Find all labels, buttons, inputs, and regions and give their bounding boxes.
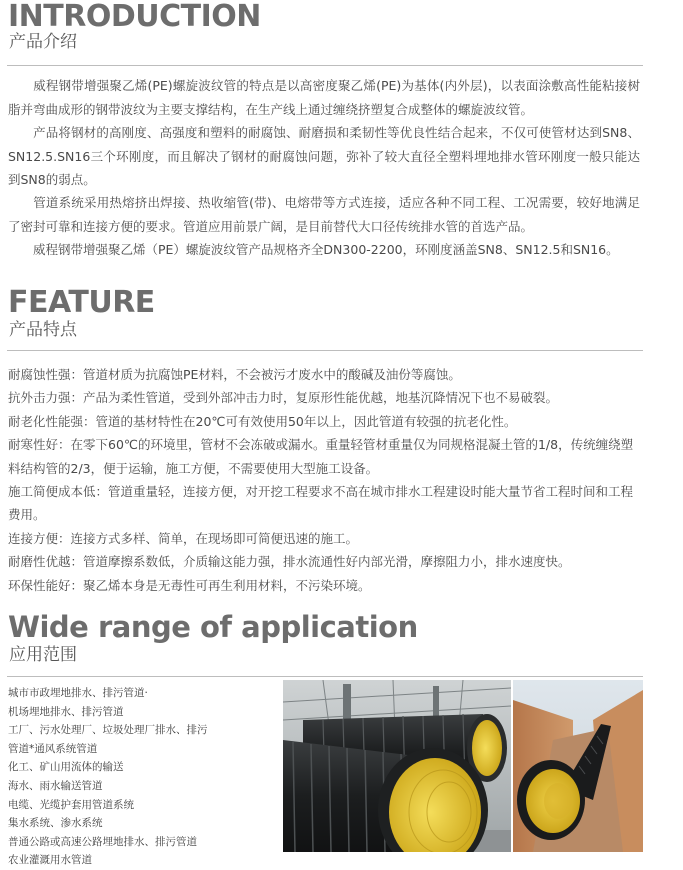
intro-paragraph-4: 威程钢带增强聚乙烯（PE）螺旋波纹管产品规格齐全DN300-2200，环刚度涵盖SN8、SN12.5和SN16。 (33, 242, 619, 257)
intro-divider (7, 65, 643, 66)
application-item: 管道*通风系统管道 (8, 742, 98, 755)
feature-subtitle: 产品特点 (9, 320, 77, 340)
feature-item: 耐老化性能强：管道的基材特性在20℃可有效使用50年以上，因此管道有较强的抗老化性。 (8, 413, 517, 429)
application-list (8, 684, 280, 870)
feature-list (8, 363, 644, 597)
application-item: 普通公路或高速公路埋地排水、排污管道 (8, 835, 197, 848)
application-item: 电缆、光缆护套用管道系统 (8, 798, 134, 811)
intro-subtitle: 产品介绍 (9, 32, 77, 52)
application-divider (7, 676, 643, 677)
feature-item: 抗外击力强：产品为柔性管道，受到外部冲击力时，复原形性能优越，地基沉降情况下也不易破裂。 (8, 390, 559, 406)
application-item: 工厂、污水处理厂、垃圾处理厂排水、排污 (8, 724, 208, 737)
application-item: 城市市政埋地排水、排污管道· (8, 687, 148, 699)
feature-item: 连接方便：连接方式多样、简单，在现场即可简便迅速的施工。 (8, 530, 359, 546)
intro-paragraph-1: 威程钢带增强聚乙烯(PE)螺旋波纹管的特点是以高密度聚乙烯(PE)为基体(内外层)，以表面涂敷高性能粘接树脂并弯曲成形的钢带波纹为主要支撑结构，在生产线上通过缠绕挤塑复合成整体的螺旋波纹管。 (8, 78, 640, 117)
feature-item: 耐寒性好：在零下60℃的环境里，管材不会冻破或漏水。重量轻管材重量仅为同规格混凝土管的1/8，传统缠绕塑料结构管的2/3，便于运输，施工方便，不需要使用大型施工设备。 (8, 437, 634, 476)
application-title: Wide range of application (8, 610, 418, 644)
application-item: 海水、雨水输送管道 (8, 779, 103, 792)
feature-title: FEATURE (8, 285, 155, 320)
intro-paragraph-2: 产品将钢材的高刚度、高强度和塑料的耐腐蚀、耐磨损和柔韧性等优良性结合起来，不仅可使管材达到SN8、SN12.5.SN16三个环刚度，而且解决了钢材的耐腐蚀问题，弥补了较大直径全塑料埋地排水管环刚度一般只能达到SN8的弱点。 (8, 125, 640, 188)
factory-pipes-photo (283, 680, 511, 852)
application-item: 机场埋地排水、排污管道 (8, 705, 124, 718)
application-item: 农业灌溉用水管道 (8, 854, 92, 867)
intro-paragraph-3: 管道系统采用热熔挤出焊接、热收缩管(带)、电熔带等方式连接，适应各种不同工程、工况需要，较好地满足了密封可靠和连接方便的要求。管道应用前景广阔，是目前替代大口径传统排水管的首选产品。 (8, 195, 640, 234)
feature-item: 施工简便成本低：管道重量轻，连接方便，对开挖工程要求不高在城市排水工程建设时能大量节省工程时间和工程费用。 (8, 484, 634, 523)
trench-pipe-photo (513, 680, 643, 852)
intro-title: INTRODUCTION (8, 0, 261, 34)
application-item: 集水系统、渗水系统 (8, 817, 103, 830)
application-item: 化工、矿山用流体的输送 (8, 761, 124, 774)
application-subtitle: 应用范围 (9, 645, 77, 665)
feature-item: 耐腐蚀性强：管道材质为抗腐蚀PE材料，不会被污才废水中的酸碱及油份等腐蚀。 (8, 367, 461, 382)
feature-item: 耐磨性优越：管道摩擦系数低，介质输这能力强，排水流通性好内部光滑，摩擦阻力小，排水速度快。 (8, 554, 571, 570)
feature-divider (7, 350, 643, 351)
feature-item: 环保性能好：聚乙烯本身是无毒性可再生利用材料，不污染环境。 (8, 577, 371, 593)
